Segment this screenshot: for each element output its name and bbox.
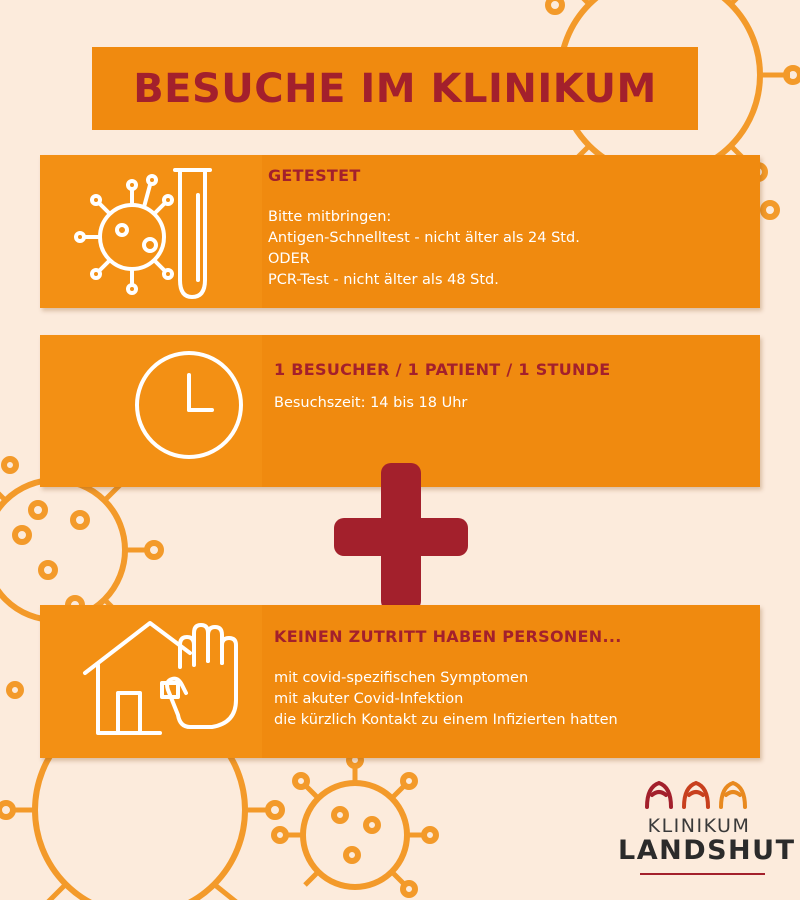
page-title: BESUCHE IM KLINIKUM — [133, 65, 657, 112]
klinikum-landshut-logo — [612, 775, 796, 885]
no-entry-panel — [40, 605, 760, 758]
visit-time-line: Besuchszeit: 14 bis 18 Uhr — [274, 395, 468, 411]
tested-line-1: Bitte mitbringen: — [268, 209, 392, 225]
logo-underline — [640, 873, 765, 875]
plus-icon — [334, 463, 468, 611]
tested-heading: GETESTET — [268, 166, 361, 185]
no-entry-line-3: die kürzlich Kontakt zu einem Infizierten hatten — [274, 712, 618, 728]
logo-figures-icon — [612, 775, 772, 815]
tested-text — [268, 155, 750, 291]
visit-rule-text — [268, 335, 750, 414]
tested-line-2: Antigen-Schnelltest - nicht älter als 24 Std. — [268, 230, 580, 246]
visit-rule-heading: 1 BESUCHER / 1 PATIENT / 1 STUNDE — [274, 360, 611, 379]
logo-text-bottom: LANDSHUT — [618, 835, 796, 866]
house-stop-hand-icon — [40, 605, 262, 758]
no-entry-text — [268, 605, 750, 731]
no-entry-heading: KEINEN ZUTRITT HABEN PERSONEN... — [274, 627, 622, 646]
tested-line-3: ODER — [268, 251, 310, 267]
virus-test-tube-icon — [40, 155, 262, 308]
no-entry-line-2: mit akuter Covid-Infektion — [274, 691, 464, 707]
clock-icon — [40, 335, 262, 487]
title-banner — [92, 47, 698, 130]
no-entry-line-1: mit covid-spezifischen Symptomen — [274, 670, 529, 686]
logo-text-top: KLINIKUM — [647, 815, 751, 837]
tested-line-4: PCR-Test - nicht älter als 48 Std. — [268, 272, 499, 288]
tested-panel — [40, 155, 760, 308]
